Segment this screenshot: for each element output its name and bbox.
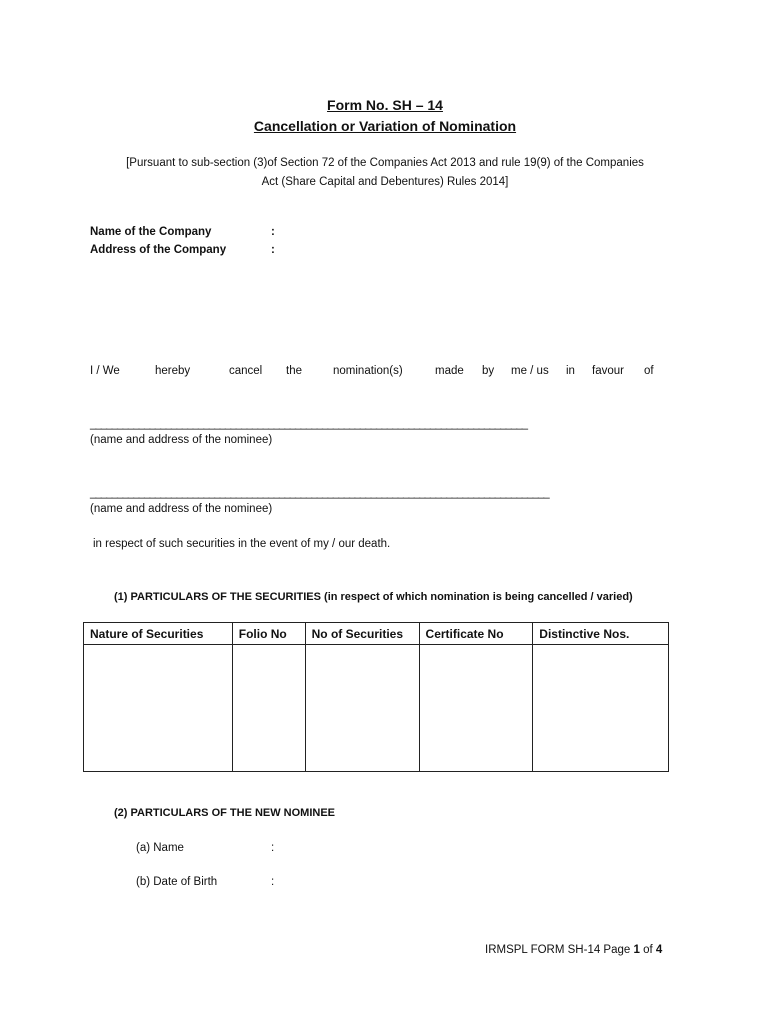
company-address-colon: : — [271, 244, 275, 256]
form-number: Form No. SH – 14 — [327, 97, 443, 113]
nominee-dob-label: (b) Date of Birth — [136, 876, 218, 888]
declaration-word: cancel — [229, 365, 263, 377]
declaration-word: hereby — [155, 365, 191, 377]
securities-table — [83, 622, 669, 772]
nominee-label-1: (name and address of the nominee) — [90, 434, 273, 446]
nominee-blank-line-2: _____________________________________________________________________________________ — [90, 487, 549, 499]
footer-prefix: IRMSPL FORM SH-14 Page — [485, 944, 634, 956]
col-distinctive-nos: Distinctive Nos. — [533, 623, 669, 645]
declaration-word: by — [482, 365, 495, 377]
footer-page-total: 4 — [655, 944, 663, 956]
declaration-word: favour — [592, 365, 624, 377]
nominee-name-colon: : — [271, 842, 275, 854]
certificate-no-cell[interactable] — [419, 645, 533, 772]
declaration-word: I / We — [90, 365, 120, 377]
col-no-of-securities: No of Securities — [305, 623, 419, 645]
nominee-name-label: (a) Name — [136, 842, 184, 854]
footer-of: of — [639, 944, 656, 956]
declaration-word: nomination(s) — [333, 365, 403, 377]
nominee-blank-line-1: _________________________________________________________________________________ — [90, 418, 528, 430]
section-1-heading: (1) PARTICULARS OF THE SECURITIES (in respect of which nomination is being cancelled / varied) — [114, 591, 633, 603]
nominee-dob-colon: : — [271, 876, 275, 888]
death-clause: in respect of such securities in the event of my / our death. — [93, 538, 391, 550]
col-folio-no: Folio No — [232, 623, 305, 645]
company-address-label: Address of the Company — [90, 244, 227, 256]
company-name-colon: : — [271, 226, 275, 238]
declaration-word: in — [566, 365, 575, 377]
section-2-heading: (2) PARTICULARS OF THE NEW NOMINEE — [114, 807, 336, 819]
nature-of-securities-cell[interactable] — [84, 645, 233, 772]
table-row — [84, 645, 669, 772]
declaration-word: me / us — [511, 365, 549, 377]
col-certificate-no: Certificate No — [419, 623, 533, 645]
declaration-word: of — [644, 365, 654, 377]
pursuant-line-1: [Pursuant to sub-section (3)of Section 72 of the Companies Act 2013 and rule 19(9) of the Companies — [126, 157, 644, 169]
footer-page-number: 1 — [633, 944, 640, 956]
company-name-label: Name of the Company — [90, 226, 212, 238]
nominee-label-2: (name and address of the nominee) — [90, 503, 273, 515]
declaration-word: the — [286, 365, 302, 377]
form-title: Cancellation or Variation of Nomination — [253, 118, 517, 134]
pursuant-line-2: Act (Share Capital and Debentures) Rules 2014] — [261, 176, 509, 188]
folio-no-cell[interactable] — [232, 645, 305, 772]
table-header-row — [84, 623, 669, 645]
declaration-word: made — [435, 365, 464, 377]
distinctive-nos-cell[interactable] — [533, 645, 669, 772]
col-nature-of-securities: Nature of Securities — [84, 623, 233, 645]
page-footer — [485, 944, 662, 956]
no-of-securities-cell[interactable] — [305, 645, 419, 772]
